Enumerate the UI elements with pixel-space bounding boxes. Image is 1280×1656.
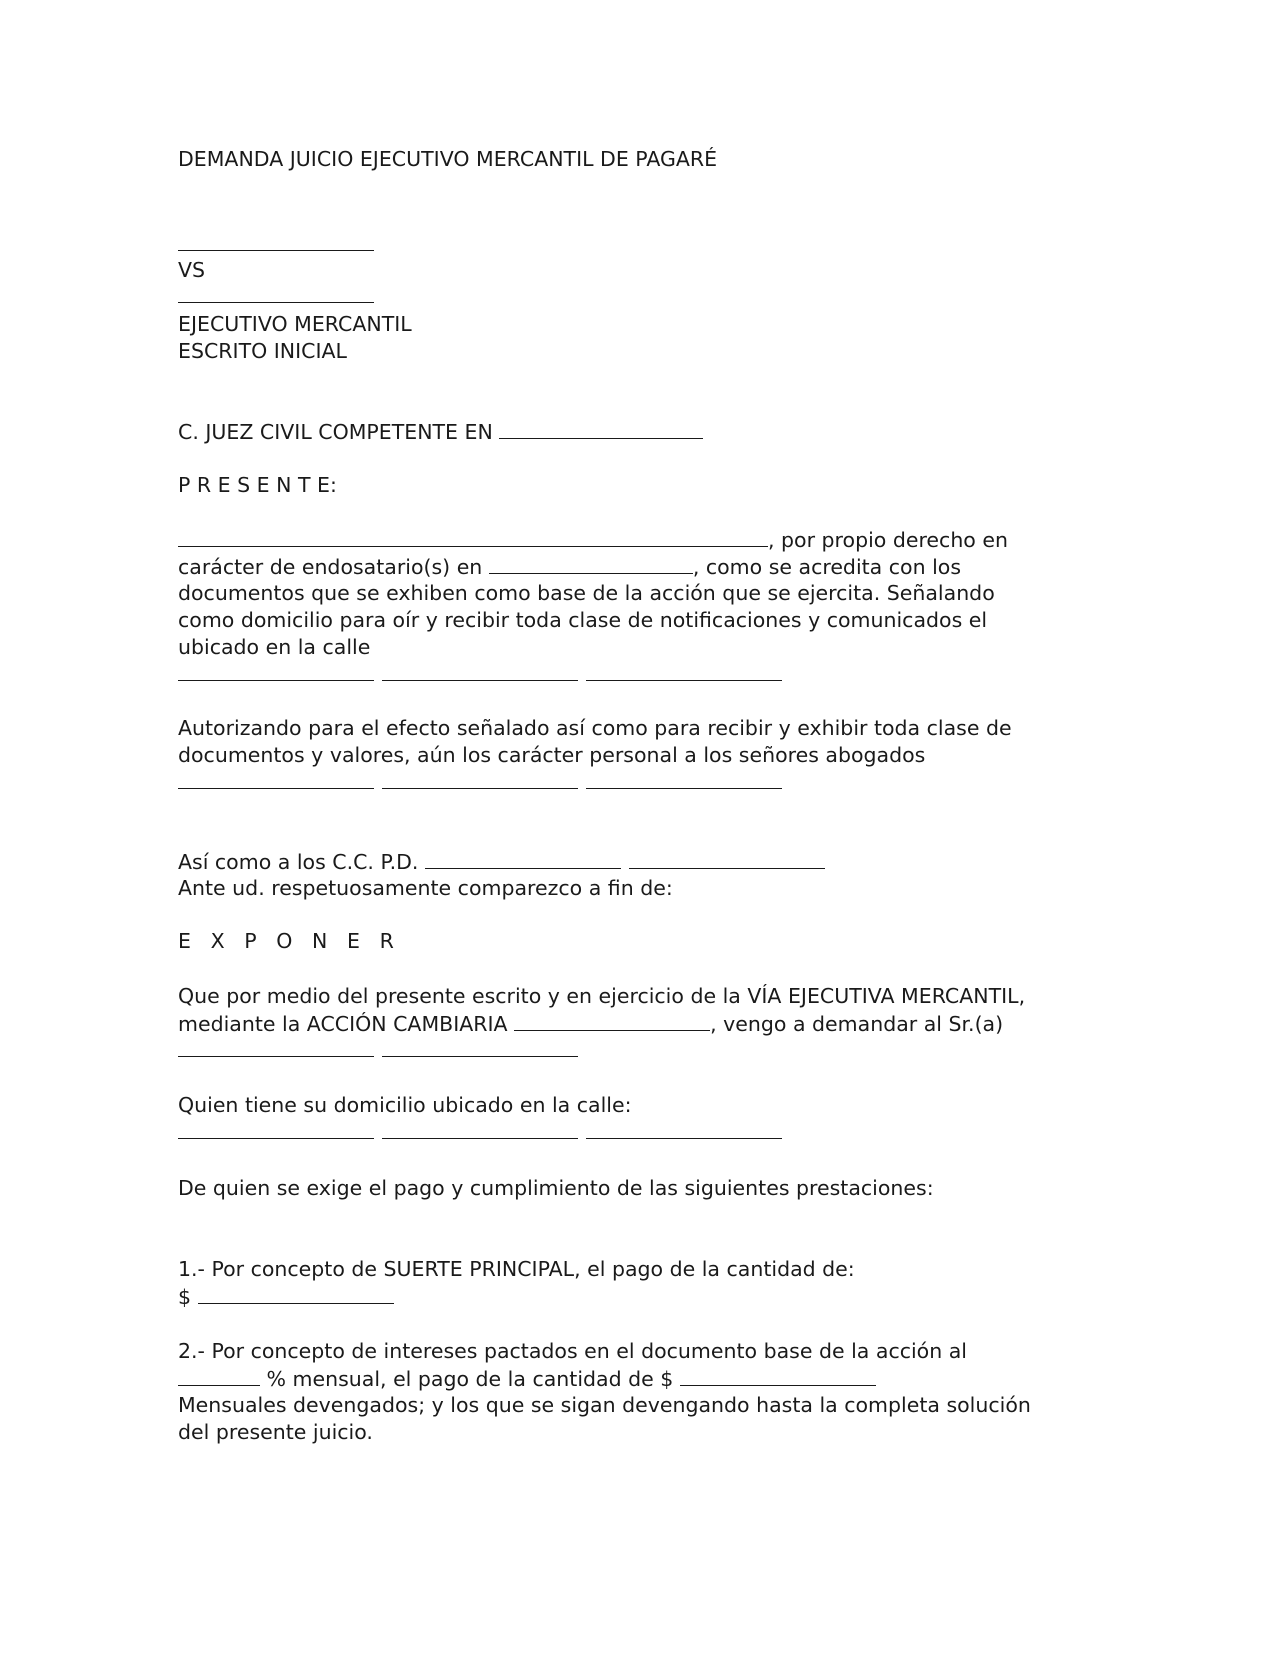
p4-line2-suffix: , vengo a demandar al Sr.(a): [710, 1012, 1004, 1036]
item1-line1: 1.- Por concepto de SUERTE PRINCIPAL, el pago de la cantidad de:: [178, 1257, 855, 1281]
item1-line2: [178, 1283, 394, 1311]
p6-line1: De quien se exige el pago y cumplimiento de las siguientes prestaciones:: [178, 1176, 934, 1200]
p5-line1: Quien tiene su domicilio ubicado en la calle:: [178, 1093, 632, 1117]
p2-line1: Autorizando para el efecto señalado así como para recibir y exhibir toda clase de: [178, 716, 1012, 740]
item2-line2-text: % mensual, el pago de la cantidad de $: [266, 1367, 674, 1391]
exponer-heading: E X P O N E R: [178, 929, 401, 953]
p3-line1: [178, 848, 825, 876]
judge-location-blank: [499, 418, 703, 439]
principal-amount-blank: [198, 1283, 394, 1304]
p4-line2: [178, 1010, 1003, 1038]
p1-line1: [178, 526, 1008, 554]
judge-line: [178, 418, 703, 446]
defendant-address-blanks: [178, 1118, 782, 1146]
endorsement-blank: [489, 553, 693, 574]
defendant-blank: [178, 282, 374, 310]
vs-label: VS: [178, 258, 206, 282]
plaintiff-name-blank: [178, 526, 768, 547]
p1-line4: como domicilio para oír y recibir toda clase de notificaciones y comunicados el: [178, 608, 988, 632]
document-title: DEMANDA JUICIO EJECUTIVO MERCANTIL DE PAGARÉ: [178, 147, 718, 171]
defendant-name-blanks: [178, 1036, 578, 1064]
p4-line1: Que por medio del presente escrito y en ejercicio de la VÍA EJECUTIVA MERCANTIL,: [178, 984, 1026, 1008]
item2-line1: 2.- Por concepto de intereses pactados en el documento base de la acción al: [178, 1339, 967, 1363]
p3-line1-prefix: Así como a los C.C. P.D.: [178, 850, 419, 874]
presente-heading: P R E S E N T E:: [178, 473, 337, 497]
action-blank: [514, 1010, 710, 1031]
interest-amount-blank: [680, 1365, 876, 1386]
plaintiff-blank: [178, 230, 374, 258]
p4-line2-prefix: mediante la ACCIÓN CAMBIARIA: [178, 1012, 508, 1036]
item2-line3: Mensuales devengados; y los que se sigan devengando hasta la completa solución: [178, 1393, 1031, 1417]
interest-rate-blank: [178, 1365, 260, 1386]
lawyers-blanks: [178, 768, 782, 796]
p3-line2: Ante ud. respetuosamente comparezco a fin de:: [178, 876, 673, 900]
p1-line2-prefix: carácter de endosatario(s) en: [178, 555, 483, 579]
p1-line5: ubicado en la calle: [178, 635, 371, 659]
item2-line4: del presente juicio.: [178, 1420, 373, 1444]
p1-line2: [178, 553, 961, 581]
p1-line3: documentos que se exhiben como base de la acción que se ejercita. Señalando: [178, 581, 995, 605]
judge-text: C. JUEZ CIVIL COMPETENTE EN: [178, 420, 493, 444]
p1-line1-text: , por propio derecho en: [768, 528, 1008, 552]
currency-symbol: $: [178, 1285, 192, 1309]
address-blanks: [178, 660, 782, 688]
p2-line2: documentos y valores, aún los carácter personal a los señores abogados: [178, 743, 926, 767]
item2-line2: [178, 1365, 876, 1393]
case-type-line2: ESCRITO INICIAL: [178, 339, 347, 363]
case-type-line1: EJECUTIVO MERCANTIL: [178, 312, 412, 336]
p1-line2-suffix: , como se acredita con los: [692, 555, 961, 579]
